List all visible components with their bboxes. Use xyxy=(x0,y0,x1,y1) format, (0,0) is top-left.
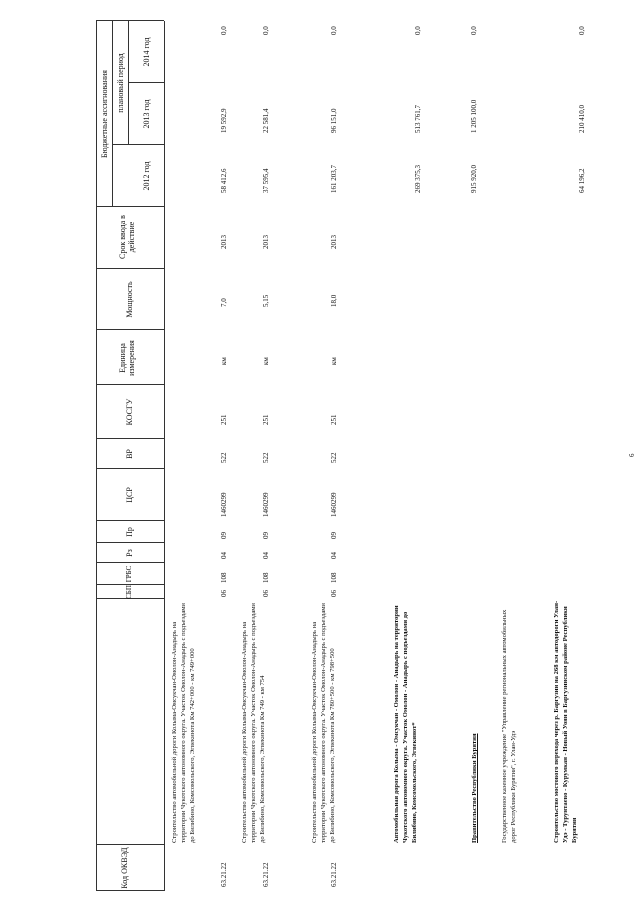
object-name: Строительство автомобильной дороги Колыма-Омсукчан-Омолон-Анадырь на территории Чукотского автономного округа. Участок Омолон-Анадырь с подъездами до Билибино, Комсомольского, Эгвекинота Км 749 - км 754 xyxy=(241,603,267,843)
col-divider xyxy=(96,844,164,845)
rz-cell: 04 xyxy=(220,552,228,559)
term-cell: 2013 xyxy=(262,235,270,249)
power-cell: 5,15 xyxy=(262,294,270,307)
okved-cell: 63.21.22 xyxy=(262,862,270,887)
header-sbp: СБП xyxy=(125,585,133,599)
sbp-cell: 06 xyxy=(220,590,228,597)
amount-2012: 161 203,7 xyxy=(330,165,338,193)
vr-cell: 522 xyxy=(220,452,228,463)
header-2014: 2014 год xyxy=(142,37,151,67)
amount-2013: 22 581,4 xyxy=(262,108,270,133)
unit-cell: км xyxy=(220,357,228,365)
power-cell: 7,0 xyxy=(220,298,228,307)
kosgu-cell: 251 xyxy=(262,414,270,425)
csr-cell: 1460299 xyxy=(262,492,270,517)
pr-cell: 09 xyxy=(262,532,270,539)
header-kosgu: КОСГУ xyxy=(125,398,134,426)
object-name: Строительство автомобильной дороги Колыма-Омсукчан-Омолон-Анадырь на территории Чукотского автономного округа. Участок Омолон-Анадырь с подъездами до Билибино, Комсомольского, Эгвекинота Км 742+000 - км 749+000 xyxy=(171,603,197,843)
header-pr: Пр xyxy=(125,527,134,537)
amount-2012: 64 196,2 xyxy=(578,168,586,193)
power-cell: 18,0 xyxy=(330,294,338,307)
term-cell: 2013 xyxy=(330,235,338,249)
header-2013: 2013 год xyxy=(142,99,151,129)
unit-cell: км xyxy=(330,357,338,365)
amount-2014: 0,0 xyxy=(262,26,270,35)
header-grbs: ГРБС xyxy=(125,565,133,583)
pr-cell: 09 xyxy=(220,532,228,539)
sbp-cell: 06 xyxy=(262,590,270,597)
amount-2012: 269 375,3 xyxy=(414,165,422,193)
amount-2013: 96 151,0 xyxy=(330,108,338,133)
amount-2013: 513 761,7 xyxy=(414,105,422,133)
amount-2013: 19 592,9 xyxy=(220,108,228,133)
header-csr: ЦСР xyxy=(125,487,134,503)
object-name: Строительство автомобильной дороги Колыма-Омсукчан-Омолон-Анадырь на территории Чукотского автономного округа. Участок Омолон-Анадырь с подъездами до Билибино, Комсомольского, Эгвекинота Км 780+500 - км 798+500 xyxy=(311,603,337,843)
amount-2013: 1 205 100,0 xyxy=(470,99,478,133)
page-number: 6 xyxy=(628,453,636,457)
csr-cell: 1460299 xyxy=(220,492,228,517)
grbs-cell: 108 xyxy=(330,572,338,583)
amount-2014: 0,0 xyxy=(220,26,228,35)
header-unit: Единица измерения xyxy=(118,340,136,376)
amount-2012: 37 595,4 xyxy=(262,168,270,193)
object-name: Строительство мостового перехода через р. Баргузин на 268 км автодороги Улан-Удэ - Турунтаево - Курумкан - Новый Уоян в Баргузинском районе Республики Бурятия xyxy=(553,600,579,843)
grbs-cell: 108 xyxy=(220,572,228,583)
vr-cell: 522 xyxy=(262,452,270,463)
table-border-left xyxy=(96,890,164,891)
subtotal-name: Автомобильная дорога Колыма - Омсукчан - Омолон - Анадырь на территории Чукотского автономного округа. Участок Омолон - Анадырь с подъездами до Билибино, Комсомольского, Эгвекинот* xyxy=(393,605,419,843)
sbp-cell: 06 xyxy=(330,590,338,597)
okved-cell: 63.21.22 xyxy=(220,862,228,887)
kosgu-cell: 251 xyxy=(220,414,228,425)
header-power: Мощность xyxy=(125,281,134,318)
okved-cell: 63.21.22 xyxy=(330,862,338,887)
rz-cell: 04 xyxy=(330,552,338,559)
vr-cell: 522 xyxy=(330,452,338,463)
header-rz: Рз xyxy=(125,549,134,557)
rz-cell: 04 xyxy=(262,552,270,559)
table-border-top xyxy=(96,21,97,891)
header-budget: Бюджетные ассигнования xyxy=(100,70,109,158)
term-cell: 2013 xyxy=(220,235,228,249)
csr-cell: 1460299 xyxy=(330,492,338,517)
header-vr: ВР xyxy=(125,449,134,459)
government-name: Правительство Республики Бурятия xyxy=(471,733,478,843)
unit-cell: км xyxy=(262,357,270,365)
amount-2014: 0,0 xyxy=(578,26,586,35)
kosgu-cell: 251 xyxy=(330,414,338,425)
amount-2012: 915 920,0 xyxy=(470,165,478,193)
amount-2014: 0,0 xyxy=(414,26,422,35)
header-2012: 2012 год xyxy=(142,161,151,191)
pr-cell: 09 xyxy=(330,532,338,539)
header-plan: плановый период xyxy=(116,53,125,113)
amount-2013: 210 410,0 xyxy=(578,105,586,133)
institution-name: Государственное казенное учреждение "Управление региональных автомобильных дорог Республики Бурятия", г. Улан-Удэ xyxy=(501,609,518,843)
budget-subheader-line xyxy=(112,21,113,207)
header-bottom-line xyxy=(164,21,165,891)
plan-subheader-line xyxy=(128,21,129,145)
amount-2014: 0,0 xyxy=(470,26,478,35)
amount-2014: 0,0 xyxy=(330,26,338,35)
header-okved: Код ОКВЭД xyxy=(120,847,129,889)
header-term: Срок ввода в действие xyxy=(118,215,136,259)
amount-2012: 58 412,6 xyxy=(220,168,228,193)
grbs-cell: 108 xyxy=(262,572,270,583)
